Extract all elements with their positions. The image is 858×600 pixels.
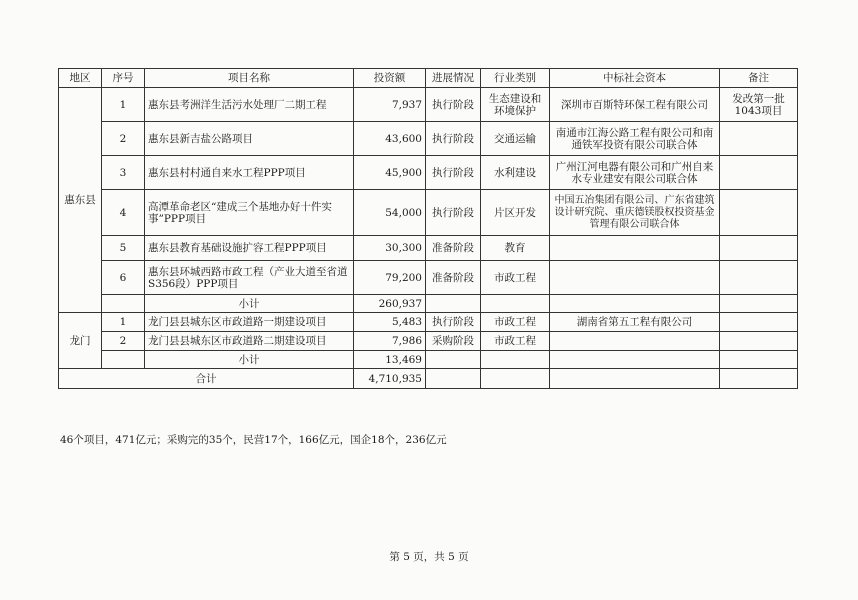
project-name: 惠东县村村通自来水工程PPP项目 [145,156,354,190]
table-row [59,236,798,261]
status: 采购阶段 [426,332,481,351]
project-name: 惠东县教育基础设施扩容工程PPP项目 [145,236,354,261]
total-amount: 4,710,935 [354,369,426,389]
project-name: 惠东县环城西路市政工程（产业大道至省道S356段）PPP项目 [145,261,354,295]
investment-amount: 7,986 [354,332,426,351]
remark [720,313,798,332]
category: 片区开发 [481,190,550,236]
table-row [59,122,798,156]
capital [550,261,720,295]
project-name: 龙门县县城东区市政道路一期建设项目 [145,313,354,332]
category: 交通运输 [481,122,550,156]
status: 执行阶段 [426,156,481,190]
capital: 南通市江海公路工程有限公司和南通铁军投资有限公司联合体 [550,122,720,156]
investment-amount: 7,937 [354,88,426,122]
page-footer: 第 5 页，共 5 页 [389,551,469,563]
category: 生态建设和环境保护 [481,88,550,122]
project-name: 高潭革命老区“建成三个基地办好十件实事”PPP项目 [145,190,354,236]
header-capital: 中标社会资本 [550,69,720,88]
summary-note: 46个项目，471亿元；采购完的35个，民营17个，166亿元，国企18个，236亿元 [60,434,447,446]
total-row [59,369,798,389]
table-row [59,261,798,295]
category: 水利建设 [481,156,550,190]
total-label: 合计 [59,369,354,389]
project-name: 惠东县考洲洋生活污水处理厂二期工程 [145,88,354,122]
project-name: 惠东县新吉盐公路项目 [145,122,354,156]
table-row [59,332,798,351]
project-table [58,68,798,389]
row-number: 1 [102,313,145,332]
table-header-row [59,69,798,88]
header-region: 地区 [59,69,102,88]
table-row [59,88,798,122]
project-name: 龙门县县城东区市政道路二期建设项目 [145,332,354,351]
subtotal-label: 小计 [145,351,354,369]
subtotal-row [59,351,798,369]
remark [720,156,798,190]
capital [550,332,720,351]
header-investment: 投资额 [354,69,426,88]
row-number: 3 [102,156,145,190]
investment-amount: 79,200 [354,261,426,295]
remark: 发改第一批1043项目 [720,88,798,122]
investment-amount: 30,300 [354,236,426,261]
header-status: 进展情况 [426,69,481,88]
status: 执行阶段 [426,122,481,156]
row-number: 1 [102,88,145,122]
capital: 中国五冶集团有限公司、广东省建筑设计研究院、重庆德镁股权投资基金管理有限公司联合体 [550,190,720,236]
remark [720,190,798,236]
category: 市政工程 [481,261,550,295]
header-project-name: 项目名称 [145,69,354,88]
capital: 深圳市百斯特环保工程有限公司 [550,88,720,122]
investment-amount: 5,483 [354,313,426,332]
status: 准备阶段 [426,236,481,261]
remark [720,332,798,351]
row-number: 2 [102,332,145,351]
status: 执行阶段 [426,190,481,236]
remark [720,261,798,295]
investment-amount: 54,000 [354,190,426,236]
subtotal-amount: 260,937 [354,295,426,313]
region-cell: 龙门 [59,313,102,369]
header-number: 序号 [102,69,145,88]
table-row [59,190,798,236]
capital: 广州江河电器有限公司和广州自来水专业建安有限公司联合体 [550,156,720,190]
table-row [59,156,798,190]
row-number: 6 [102,261,145,295]
capital: 湖南省第五工程有限公司 [550,313,720,332]
row-number: 4 [102,190,145,236]
category: 市政工程 [481,332,550,351]
table-row [59,313,798,332]
status: 准备阶段 [426,261,481,295]
header-remark: 备注 [720,69,798,88]
remark [720,236,798,261]
capital [550,236,720,261]
remark [720,122,798,156]
status: 执行阶段 [426,88,481,122]
subtotal-amount: 13,469 [354,351,426,369]
row-number: 2 [102,122,145,156]
subtotal-row [59,295,798,313]
header-category: 行业类别 [481,69,550,88]
subtotal-label: 小计 [145,295,354,313]
investment-amount: 43,600 [354,122,426,156]
region-cell: 惠东县 [59,88,102,313]
row-number: 5 [102,236,145,261]
status: 执行阶段 [426,313,481,332]
category: 市政工程 [481,313,550,332]
category: 教育 [481,236,550,261]
investment-amount: 45,900 [354,156,426,190]
